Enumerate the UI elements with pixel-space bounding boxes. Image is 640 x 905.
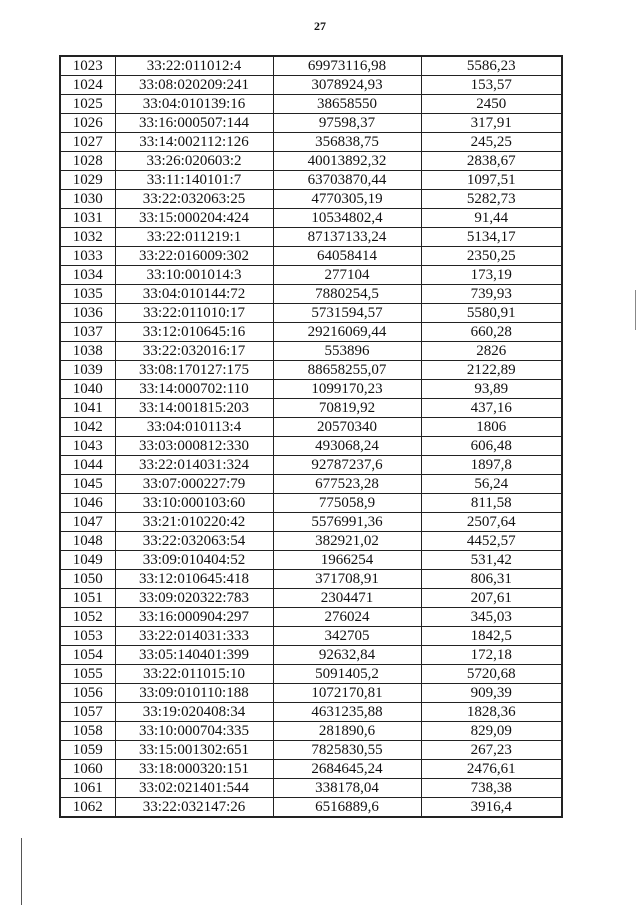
area-cell: 1806 <box>421 418 562 437</box>
row-number-cell: 1049 <box>60 551 115 570</box>
table-row <box>60 285 562 304</box>
area-cell: 811,58 <box>421 494 562 513</box>
cadastral-number-cell: 33:22:016009:302 <box>115 247 273 266</box>
cadastral-number-cell: 33:14:001815:203 <box>115 399 273 418</box>
table-row <box>60 56 562 76</box>
area-cell: 2507,64 <box>421 513 562 532</box>
row-number-cell: 1036 <box>60 304 115 323</box>
area-cell: 2838,67 <box>421 152 562 171</box>
cadastral-number-cell: 33:09:010110:188 <box>115 684 273 703</box>
area-cell: 806,31 <box>421 570 562 589</box>
row-number-cell: 1060 <box>60 760 115 779</box>
table-row <box>60 608 562 627</box>
row-number-cell: 1055 <box>60 665 115 684</box>
cadastral-value-cell: 70819,92 <box>273 399 421 418</box>
area-cell: 93,89 <box>421 380 562 399</box>
table-row <box>60 228 562 247</box>
row-number-cell: 1050 <box>60 570 115 589</box>
cadastral-value-cell: 6516889,6 <box>273 798 421 818</box>
table-row <box>60 760 562 779</box>
area-cell: 531,42 <box>421 551 562 570</box>
cadastral-number-cell: 33:22:011012:4 <box>115 56 273 76</box>
cadastral-value-cell: 5731594,57 <box>273 304 421 323</box>
row-number-cell: 1051 <box>60 589 115 608</box>
cadastral-value-cell: 553896 <box>273 342 421 361</box>
cadastral-value-cell: 92632,84 <box>273 646 421 665</box>
page-number: 27 <box>314 19 326 33</box>
cadastral-number-cell: 33:22:011010:17 <box>115 304 273 323</box>
area-cell: 1097,51 <box>421 171 562 190</box>
table-row <box>60 114 562 133</box>
area-cell: 606,48 <box>421 437 562 456</box>
table-row <box>60 418 562 437</box>
table-row <box>60 513 562 532</box>
area-cell: 5586,23 <box>421 56 562 76</box>
cadastral-number-cell: 33:21:010220:42 <box>115 513 273 532</box>
table-row <box>60 741 562 760</box>
area-cell: 4452,57 <box>421 532 562 551</box>
cadastral-value-cell: 92787237,6 <box>273 456 421 475</box>
cadastral-number-cell: 33:10:001014:3 <box>115 266 273 285</box>
cadastral-value-cell: 5576991,36 <box>273 513 421 532</box>
table-row <box>60 798 562 818</box>
cadastral-value-cell: 64058414 <box>273 247 421 266</box>
table-row <box>60 171 562 190</box>
scan-edge-mark <box>635 290 636 330</box>
row-number-cell: 1037 <box>60 323 115 342</box>
table-row <box>60 532 562 551</box>
table-row <box>60 76 562 95</box>
area-cell: 91,44 <box>421 209 562 228</box>
row-number-cell: 1042 <box>60 418 115 437</box>
cadastral-number-cell: 33:16:000507:144 <box>115 114 273 133</box>
area-cell: 739,93 <box>421 285 562 304</box>
table-body <box>60 56 562 817</box>
table-row <box>60 570 562 589</box>
cadastral-value-cell: 677523,28 <box>273 475 421 494</box>
area-cell: 207,61 <box>421 589 562 608</box>
cadastral-value-cell: 276024 <box>273 608 421 627</box>
cadastral-value-cell: 356838,75 <box>273 133 421 152</box>
table-row <box>60 304 562 323</box>
row-number-cell: 1039 <box>60 361 115 380</box>
area-cell: 5580,91 <box>421 304 562 323</box>
area-cell: 173,19 <box>421 266 562 285</box>
row-number-cell: 1025 <box>60 95 115 114</box>
cadastral-number-cell: 33:22:014031:333 <box>115 627 273 646</box>
table-row <box>60 627 562 646</box>
cadastral-number-cell: 33:05:140401:399 <box>115 646 273 665</box>
table-row <box>60 342 562 361</box>
row-number-cell: 1062 <box>60 798 115 818</box>
table-row <box>60 589 562 608</box>
row-number-cell: 1030 <box>60 190 115 209</box>
area-cell: 153,57 <box>421 76 562 95</box>
table-row <box>60 437 562 456</box>
area-cell: 909,39 <box>421 684 562 703</box>
cadastral-value-cell: 3078924,93 <box>273 76 421 95</box>
table-row <box>60 152 562 171</box>
table-row <box>60 361 562 380</box>
area-cell: 245,25 <box>421 133 562 152</box>
table-row <box>60 456 562 475</box>
cadastral-value-cell: 1099170,23 <box>273 380 421 399</box>
cadastral-value-cell: 7880254,5 <box>273 285 421 304</box>
cadastral-number-cell: 33:12:010645:418 <box>115 570 273 589</box>
cadastral-value-cell: 493068,24 <box>273 437 421 456</box>
row-number-cell: 1024 <box>60 76 115 95</box>
row-number-cell: 1053 <box>60 627 115 646</box>
table-row <box>60 551 562 570</box>
row-number-cell: 1023 <box>60 56 115 76</box>
cadastral-number-cell: 33:22:011219:1 <box>115 228 273 247</box>
cadastral-value-cell: 29216069,44 <box>273 323 421 342</box>
cadastral-number-cell: 33:04:010139:16 <box>115 95 273 114</box>
cadastral-value-cell: 5091405,2 <box>273 665 421 684</box>
cadastral-value-cell: 63703870,44 <box>273 171 421 190</box>
area-cell: 3916,4 <box>421 798 562 818</box>
area-cell: 829,09 <box>421 722 562 741</box>
cadastral-value-cell: 382921,02 <box>273 532 421 551</box>
row-number-cell: 1047 <box>60 513 115 532</box>
cadastral-value-cell: 277104 <box>273 266 421 285</box>
cadastral-value-cell: 2304471 <box>273 589 421 608</box>
table-row <box>60 779 562 798</box>
area-cell: 317,91 <box>421 114 562 133</box>
row-number-cell: 1057 <box>60 703 115 722</box>
cadastral-number-cell: 33:26:020603:2 <box>115 152 273 171</box>
cadastral-value-cell: 342705 <box>273 627 421 646</box>
area-cell: 2122,89 <box>421 361 562 380</box>
cadastral-number-cell: 33:09:010404:52 <box>115 551 273 570</box>
table-row <box>60 209 562 228</box>
cadastral-number-cell: 33:03:000812:330 <box>115 437 273 456</box>
row-number-cell: 1029 <box>60 171 115 190</box>
table-row <box>60 247 562 266</box>
cadastral-value-cell: 88658255,07 <box>273 361 421 380</box>
table-row <box>60 722 562 741</box>
row-number-cell: 1052 <box>60 608 115 627</box>
row-number-cell: 1048 <box>60 532 115 551</box>
cadastral-value-cell: 20570340 <box>273 418 421 437</box>
cadastral-number-cell: 33:18:000320:151 <box>115 760 273 779</box>
area-cell: 738,38 <box>421 779 562 798</box>
row-number-cell: 1028 <box>60 152 115 171</box>
table-row <box>60 323 562 342</box>
row-number-cell: 1058 <box>60 722 115 741</box>
cadastral-value-cell: 38658550 <box>273 95 421 114</box>
cadastral-number-cell: 33:14:000702:110 <box>115 380 273 399</box>
cadastral-number-cell: 33:08:170127:175 <box>115 361 273 380</box>
cadastral-number-cell: 33:22:032016:17 <box>115 342 273 361</box>
area-cell: 172,18 <box>421 646 562 665</box>
area-cell: 1842,5 <box>421 627 562 646</box>
row-number-cell: 1032 <box>60 228 115 247</box>
row-number-cell: 1044 <box>60 456 115 475</box>
row-number-cell: 1033 <box>60 247 115 266</box>
cadastral-number-cell: 33:15:001302:651 <box>115 741 273 760</box>
cadastral-number-cell: 33:12:010645:16 <box>115 323 273 342</box>
table-row <box>60 703 562 722</box>
cadastral-number-cell: 33:02:021401:544 <box>115 779 273 798</box>
cadastral-number-cell: 33:14:002112:126 <box>115 133 273 152</box>
area-cell: 2476,61 <box>421 760 562 779</box>
table-row <box>60 684 562 703</box>
cadastral-number-cell: 33:08:020209:241 <box>115 76 273 95</box>
row-number-cell: 1034 <box>60 266 115 285</box>
cadastral-table <box>59 55 563 818</box>
row-number-cell: 1046 <box>60 494 115 513</box>
cadastral-number-cell: 33:22:014031:324 <box>115 456 273 475</box>
scan-edge-line <box>21 838 22 905</box>
area-cell: 437,16 <box>421 399 562 418</box>
row-number-cell: 1038 <box>60 342 115 361</box>
area-cell: 1828,36 <box>421 703 562 722</box>
row-number-cell: 1031 <box>60 209 115 228</box>
area-cell: 2450 <box>421 95 562 114</box>
area-cell: 1897,8 <box>421 456 562 475</box>
cadastral-value-cell: 4770305,19 <box>273 190 421 209</box>
cadastral-value-cell: 97598,37 <box>273 114 421 133</box>
area-cell: 56,24 <box>421 475 562 494</box>
table-row <box>60 475 562 494</box>
row-number-cell: 1056 <box>60 684 115 703</box>
cadastral-value-cell: 338178,04 <box>273 779 421 798</box>
cadastral-number-cell: 33:22:032147:26 <box>115 798 273 818</box>
area-cell: 345,03 <box>421 608 562 627</box>
cadastral-number-cell: 33:10:000704:335 <box>115 722 273 741</box>
cadastral-number-cell: 33:16:000904:297 <box>115 608 273 627</box>
row-number-cell: 1035 <box>60 285 115 304</box>
row-number-cell: 1045 <box>60 475 115 494</box>
row-number-cell: 1026 <box>60 114 115 133</box>
row-number-cell: 1040 <box>60 380 115 399</box>
cadastral-value-cell: 4631235,88 <box>273 703 421 722</box>
table-row <box>60 95 562 114</box>
row-number-cell: 1059 <box>60 741 115 760</box>
row-number-cell: 1054 <box>60 646 115 665</box>
row-number-cell: 1043 <box>60 437 115 456</box>
area-cell: 2826 <box>421 342 562 361</box>
area-cell: 2350,25 <box>421 247 562 266</box>
cadastral-number-cell: 33:04:010144:72 <box>115 285 273 304</box>
cadastral-value-cell: 1966254 <box>273 551 421 570</box>
cadastral-value-cell: 7825830,55 <box>273 741 421 760</box>
cadastral-number-cell: 33:11:140101:7 <box>115 171 273 190</box>
cadastral-value-cell: 2684645,24 <box>273 760 421 779</box>
table-row <box>60 266 562 285</box>
cadastral-number-cell: 33:10:000103:60 <box>115 494 273 513</box>
area-cell: 267,23 <box>421 741 562 760</box>
cadastral-number-cell: 33:22:032063:25 <box>115 190 273 209</box>
table-row <box>60 380 562 399</box>
cadastral-value-cell: 10534802,4 <box>273 209 421 228</box>
cadastral-number-cell: 33:04:010113:4 <box>115 418 273 437</box>
table-row <box>60 399 562 418</box>
row-number-cell: 1041 <box>60 399 115 418</box>
cadastral-value-cell: 87137133,24 <box>273 228 421 247</box>
row-number-cell: 1027 <box>60 133 115 152</box>
cadastral-number-cell: 33:07:000227:79 <box>115 475 273 494</box>
cadastral-value-cell: 775058,9 <box>273 494 421 513</box>
cadastral-value-cell: 371708,91 <box>273 570 421 589</box>
area-cell: 660,28 <box>421 323 562 342</box>
table-row <box>60 494 562 513</box>
cadastral-value-cell: 69973116,98 <box>273 56 421 76</box>
area-cell: 5134,17 <box>421 228 562 247</box>
cadastral-number-cell: 33:09:020322:783 <box>115 589 273 608</box>
table-row <box>60 190 562 209</box>
cadastral-value-cell: 40013892,32 <box>273 152 421 171</box>
table-row <box>60 665 562 684</box>
cadastral-number-cell: 33:22:032063:54 <box>115 532 273 551</box>
table-row <box>60 646 562 665</box>
area-cell: 5720,68 <box>421 665 562 684</box>
area-cell: 5282,73 <box>421 190 562 209</box>
cadastral-number-cell: 33:15:000204:424 <box>115 209 273 228</box>
cadastral-number-cell: 33:19:020408:34 <box>115 703 273 722</box>
row-number-cell: 1061 <box>60 779 115 798</box>
cadastral-value-cell: 281890,6 <box>273 722 421 741</box>
cadastral-number-cell: 33:22:011015:10 <box>115 665 273 684</box>
table-row <box>60 133 562 152</box>
cadastral-value-cell: 1072170,81 <box>273 684 421 703</box>
